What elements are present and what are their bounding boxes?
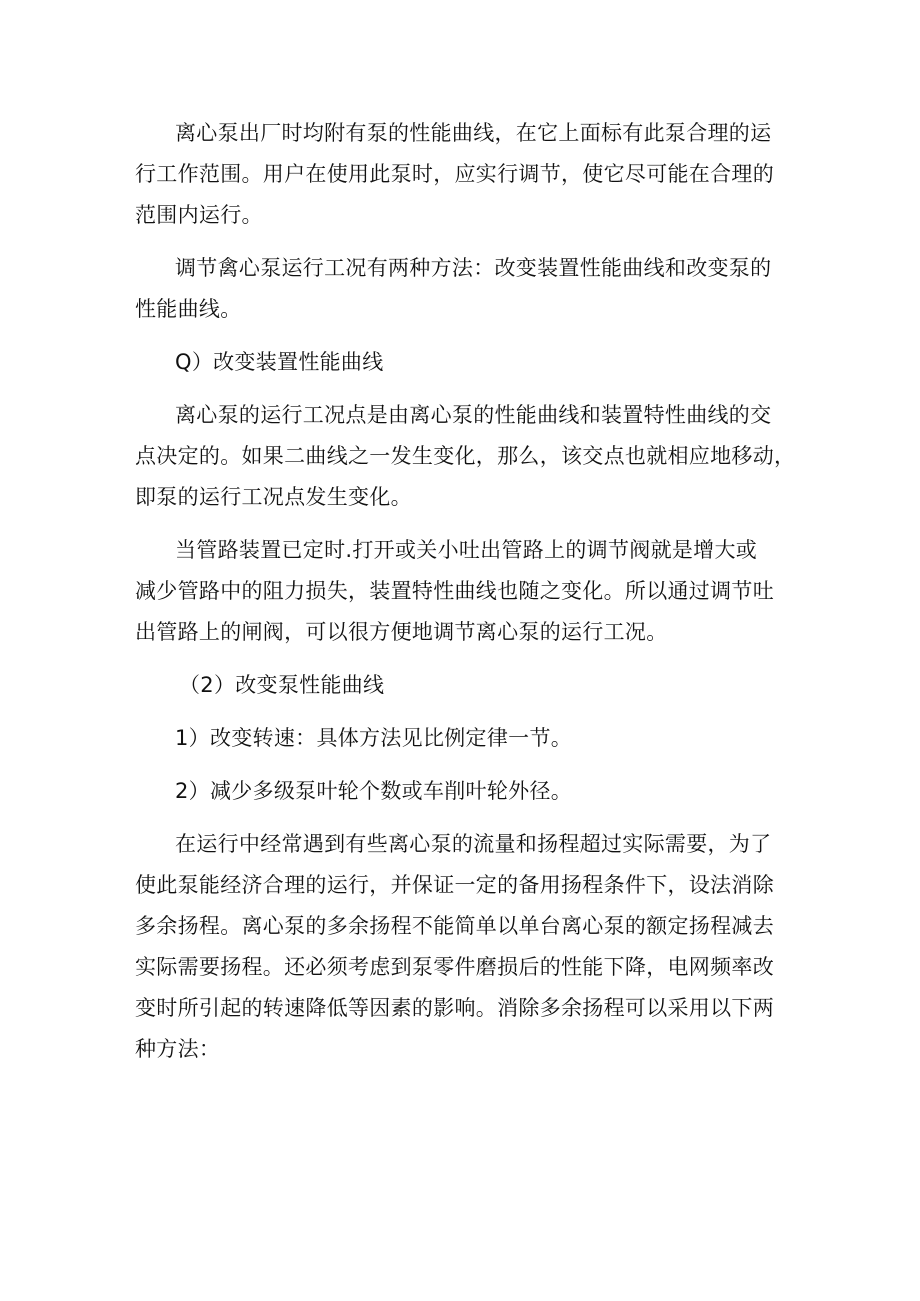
heading-change-pump-curve: [135, 665, 785, 706]
text-line: 1）改变转速：具体方法见比例定律一节。: [175, 726, 573, 750]
text-line: 变时所引起的转速降低等因素的影响。消除多余扬程可以采用以下两: [135, 996, 774, 1020]
text-line: 当管路装置已定时.打开或关小吐出管路上的调节阀就是增大或: [175, 538, 758, 562]
text-line: 在运行中经常遇到有些离心泵的流量和扬程超过实际需要，为了: [175, 832, 772, 856]
paragraph-adjust-methods: [135, 248, 785, 330]
text-line: 减少管路中的阻力损失，装置特性曲线也随之变化。所以通过调节吐: [135, 579, 774, 603]
list-item-change-speed: [135, 718, 785, 759]
paragraph-valve-throttling: [135, 530, 785, 653]
text-line: 调节禽心泵运行工况有两种方法：改变装置性能曲线和改变泵的: [175, 256, 772, 280]
text-line: Q）改变装置性能曲线: [175, 350, 384, 374]
text-line: 性能曲线。: [135, 297, 242, 321]
text-line: 离心泵出厂时均附有泵的性能曲线，在它上面标有此泵合理的运: [175, 121, 772, 145]
text-line: （2）改变泵性能曲线: [179, 673, 385, 697]
text-line: 种方法：: [135, 1037, 221, 1061]
paragraph-excess-head: [135, 824, 785, 1070]
text-line: 行工作范围。用户在使用此泵时，应实行调节，使它尽可能在合理的: [135, 162, 774, 186]
paragraph-pump-curve-intro: [135, 113, 785, 236]
list-item-reduce-impellers: [135, 771, 785, 812]
text-line: 点决定的。如果二曲线之一发生变化，那么，该交点也就相应地移动，: [135, 444, 796, 468]
text-line: 即泵的运行工况点发生变化。: [135, 485, 412, 509]
paragraph-operating-point: [135, 395, 796, 518]
text-line: 范围内运行。: [135, 203, 263, 227]
text-line: 出管路上的闸阀，可以很方便地调节离心泵的运行工况。: [135, 620, 668, 644]
text-line: 离心泵的运行工况点是由离心泵的性能曲线和装置特性曲线的交: [175, 403, 772, 427]
text-line: 2）减少多级泵叶轮个数或车削叶轮外径。: [175, 779, 573, 803]
document-body: [135, 113, 796, 1070]
text-line: 使此泵能经济合理的运行，并保证一定的备用扬程条件下，设法消除: [135, 873, 774, 897]
text-line: 多余扬程。离心泵的多余扬程不能简单以单台离心泵的额定扬程减去: [135, 914, 774, 938]
text-line: 实际需要扬程。还必须考虑到泵零件磨损后的性能下降，电网频率改: [135, 955, 774, 979]
heading-change-system-curve: [135, 342, 785, 383]
